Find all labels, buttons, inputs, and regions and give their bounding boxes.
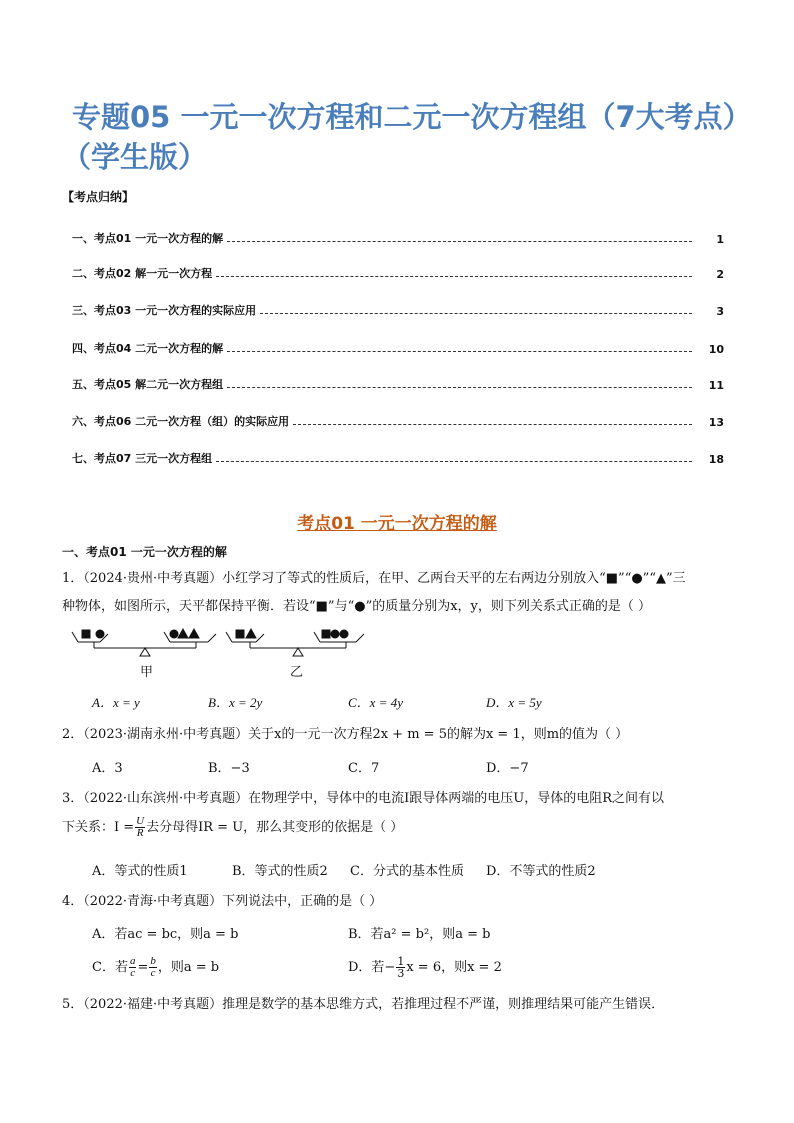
balance-figure [70, 624, 370, 686]
q4-option-a[interactable]: A．若ac = bc，则a = b [92, 927, 239, 942]
q2-option-d[interactable]: D．−7 [486, 761, 529, 776]
toc-leader [216, 460, 692, 462]
toc-label: 二、考点02 解一元一次方程 [72, 267, 213, 280]
toc-page: 3 [716, 305, 724, 318]
toc-label: 一、考点01 一元一次方程的解 [72, 232, 224, 245]
q4c-suffix: ，则a = b [157, 960, 220, 975]
frac-denominator: 3 [397, 967, 405, 980]
q3-prefix: 下关系：I = [62, 820, 135, 835]
section-subheading: 一、考点01 一元一次方程的解 [62, 545, 227, 559]
toc-leader [227, 350, 692, 352]
question-3-line-2 [62, 816, 403, 839]
q1-option-b[interactable]: B．x = 2y [208, 695, 263, 710]
balance-yi [226, 629, 364, 656]
toc-page: 13 [708, 416, 724, 429]
frac-numerator: 1 [397, 955, 405, 968]
frac-numerator: a [129, 955, 136, 967]
toc-item[interactable] [72, 340, 724, 356]
toc-page: 2 [716, 268, 724, 281]
question-1-line-2: 种物体，如图所示，天平都保持平衡．若设“■”与“●”的质量分别为x，y，则下列关系式正确的是（ ） [62, 599, 652, 614]
toc-item[interactable] [72, 230, 724, 246]
question-2-line-1: 2．（2023·湖南永州·中考真题）关于x的一元一次方程2x + m = 5的解为x = 1，则m的值为（ ） [62, 727, 629, 742]
summary-heading: 【考点归纳】 [62, 190, 135, 204]
q4-option-c[interactable] [92, 956, 219, 979]
toc-page: 10 [708, 343, 724, 356]
q3-suffix: 去分母得IR = U，那么其变形的依据是（ ） [146, 820, 404, 835]
toc-item[interactable] [72, 413, 724, 429]
toc-page: 1 [716, 233, 724, 246]
q4c-equals: = [137, 960, 149, 975]
frac-numerator: b [150, 955, 156, 967]
q1-option-a[interactable]: A．x = y [92, 695, 140, 710]
toc-leader [227, 386, 692, 388]
q4d-prefix: D．若− [348, 960, 396, 975]
q1-option-d[interactable]: D．x = 5y [486, 695, 542, 710]
page-title: 专题05 一元一次方程和二元一次方程组（7大考点） [72, 100, 752, 134]
toc-leader [293, 423, 692, 425]
question-1-line-1: 1．（2024·贵州·中考真题）小红学习了等式的性质后，在甲、乙两台天平的左右两边分别放入“■”“●”“▲”三 [62, 571, 686, 586]
toc-page: 18 [708, 453, 724, 466]
q3-option-a[interactable]: A．等式的性质1 [92, 864, 188, 879]
toc-label: 三、考点03 一元一次方程的实际应用 [72, 304, 257, 317]
frac-denominator: c [130, 967, 136, 979]
fraction-one-third [396, 956, 405, 979]
toc-label: 四、考点04 二元一次方程的解 [72, 342, 224, 355]
balance-jia [72, 629, 216, 656]
question-5-line-1: 5．（2022·福建·中考真题）推理是数学的基本思维方式，若推理过程不严谨，则推理结果可能产生错误． [62, 997, 665, 1012]
toc-leader [260, 312, 692, 314]
q4-option-b[interactable]: B．若a² = b²，则a = b [348, 927, 491, 942]
frac-denominator: c [150, 967, 156, 979]
q1-option-c[interactable]: C．x = 4y [348, 695, 403, 710]
q4d-suffix: x = 6，则x = 2 [406, 960, 502, 975]
fraction-b-over-c [149, 956, 157, 979]
toc-leader [216, 275, 692, 277]
question-4-line-1: 4．（2022·青海·中考真题）下列说法中，正确的是（ ） [62, 894, 383, 909]
q4-option-d[interactable] [348, 956, 502, 979]
section-title: 考点01 一元一次方程的解 [297, 514, 497, 534]
q2-option-c[interactable]: C．7 [348, 761, 380, 776]
question-3-line-1: 3．（2022·山东滨州·中考真题）在物理学中，导体中的电流I跟导体两端的电压U，导体的电阻R之间有以 [62, 791, 664, 806]
frac-denominator: R [136, 827, 144, 839]
balance-jia-label: 甲 [140, 665, 154, 680]
toc-label: 七、考点07 三元一次方程组 [72, 452, 213, 465]
fraction-u-over-r [135, 816, 145, 839]
frac-numerator: U [136, 815, 145, 827]
toc-label: 五、考点05 解二元一次方程组 [72, 378, 224, 391]
q4c-prefix: C．若 [92, 960, 128, 975]
toc-label: 六、考点06 二元一次方程（组）的实际应用 [72, 415, 290, 428]
toc-page: 11 [708, 379, 724, 392]
q2-option-b[interactable]: B．−3 [208, 761, 250, 776]
q3-option-b[interactable]: B．等式的性质2 [232, 864, 328, 879]
toc-item[interactable] [72, 265, 724, 281]
q2-option-a[interactable]: A．3 [92, 761, 123, 776]
q3-option-c[interactable]: C．分式的基本性质 [350, 864, 464, 879]
balance-yi-label: 乙 [290, 665, 304, 680]
fraction-a-over-c [129, 956, 137, 979]
q3-option-d[interactable]: D．不等式的性质2 [486, 864, 596, 879]
page-subtitle: （学生版） [62, 140, 208, 174]
toc-item[interactable] [72, 450, 724, 466]
toc-item[interactable] [72, 376, 724, 392]
toc-item[interactable] [72, 302, 724, 318]
toc-leader [227, 240, 692, 242]
